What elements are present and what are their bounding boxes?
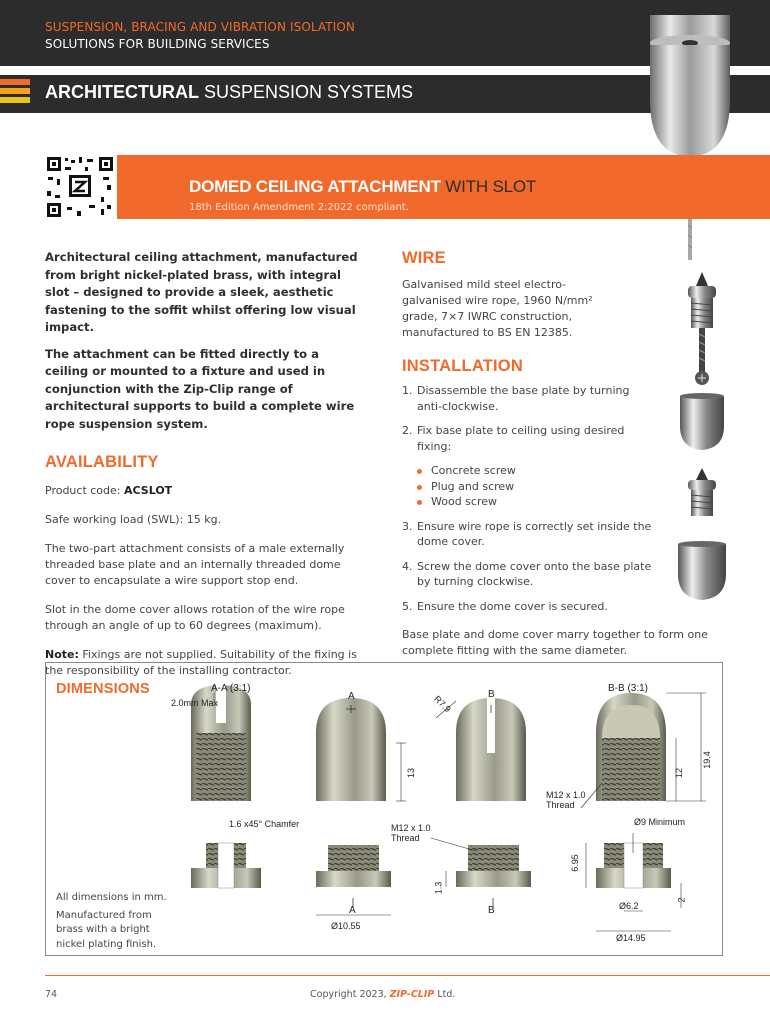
stripe-yellow	[0, 97, 30, 103]
left-column	[45, 249, 365, 679]
product-code-label: Product code:	[45, 484, 124, 497]
product-title-suffix: WITH SLOT	[440, 177, 537, 196]
product-title-main: DOMED CEILING ATTACHMENT	[189, 177, 441, 196]
section-title	[45, 82, 413, 103]
step-text: Ensure the dome cover is secured.	[417, 599, 608, 613]
step-number: 5.	[402, 599, 413, 613]
fixing-text: Plug and screw	[431, 479, 515, 493]
section-title-rest: SUSPENSION SYSTEMS	[198, 82, 414, 102]
section-bb-dome	[581, 693, 706, 808]
fixing-list	[417, 463, 652, 510]
product-code-value: ACSLOT	[124, 484, 173, 497]
availability-heading: AVAILABILITY	[45, 453, 159, 471]
copyright-suffix: Ltd.	[434, 989, 456, 1000]
installation-steps-continued	[402, 519, 652, 615]
chamfer-label: 1.6 x45° Chamfer	[229, 819, 300, 829]
base-side	[431, 838, 531, 908]
brand-logo-text: ZIP-CLIP	[389, 989, 435, 1000]
thread-spec: M12 x 1.0	[391, 823, 431, 833]
slot-width-label: 2.0mm Max	[171, 698, 219, 708]
height-12-label: 12	[674, 767, 685, 779]
availability-paragraph-1: The two-part attachment consists of a male externally threaded base plate and an internally threaded dome cover to encapsulate a wire support stop end.	[45, 542, 345, 587]
safe-working-load: Safe working load (SWL): 15 kg.	[45, 513, 222, 526]
section-bb-label: B-B (3:1)	[608, 683, 649, 694]
fixing-text: Wood screw	[431, 495, 497, 508]
radius-label: R7.9	[432, 693, 453, 715]
thread-spec: M12 x 1.0	[546, 790, 586, 800]
fixing-item	[417, 479, 652, 495]
height-2-label: 2	[676, 897, 687, 903]
section-b-marker-lower: B	[488, 905, 495, 916]
middle-column	[402, 249, 708, 658]
assembly-images	[672, 268, 732, 618]
diameter-10-55-label: Ø10.55	[331, 921, 361, 931]
step-item	[402, 519, 652, 550]
thread-label-bb	[546, 790, 586, 810]
step-item	[402, 383, 652, 414]
thread-label-base	[391, 823, 431, 843]
thread-word: Thread	[391, 833, 420, 843]
product-subtitle: 18th Edition Amendment 2:2022 compliant.	[189, 202, 409, 213]
fixing-item	[417, 463, 652, 479]
section-aa-label: A-A (3:1)	[211, 683, 251, 694]
height-13-label: 13	[406, 767, 417, 779]
intro-paragraph-2: The attachment can be fitted directly to a ceiling or mounted to a fixture and used in conjunction with the Zip-Clip range of architectural supports to build a complete wire rope suspension system.	[45, 346, 355, 431]
section-b-marker: B	[488, 689, 495, 700]
dimensions-box	[45, 662, 723, 956]
dimensions-heading: DIMENSIONS	[56, 681, 150, 697]
step-text: Ensure wire rope is correctly set inside the dome cover.	[417, 519, 652, 548]
installation-steps	[402, 383, 652, 454]
diameter-6-2-label: Ø6.2	[619, 901, 639, 911]
step-item	[402, 559, 652, 590]
section-a-marker-lower: A	[349, 905, 356, 916]
page-number: 74	[45, 989, 58, 1000]
min-diameter-label: Ø9 Minimum	[634, 817, 686, 827]
height-1-3-label: 1.3	[433, 881, 444, 895]
product-banner	[117, 155, 770, 219]
qr-code[interactable]	[45, 155, 115, 219]
wire-heading: WIRE	[402, 249, 446, 267]
step-number: 3.	[402, 519, 413, 533]
dome-side-view	[436, 698, 526, 801]
dimensions-material: Manufactured from brass with a bright nickel plating finish.	[56, 909, 157, 950]
thread-word: Thread	[546, 800, 575, 810]
copyright	[310, 989, 455, 1000]
base-plate-image	[688, 468, 716, 516]
dome-front-view	[316, 698, 406, 801]
intro-paragraph-1: Architectural ceiling attachment, manufactured from bright nickel-plated brass, with integral slot – designed to provide a sleek, aesthetic fastening to the soffit whilst offering low visual impact.	[45, 250, 358, 334]
diameter-14-95-label: Ø14.95	[616, 933, 646, 943]
availability-paragraph-2: Slot in the dome cover allows rotation of the wire rope through an angle of up to 60 degrees (maximum).	[45, 603, 345, 632]
stripe-amber	[0, 88, 30, 94]
step-text: Screw the dome cover onto the base plate by turning clockwise.	[417, 559, 652, 588]
step-text: Disassemble the base plate by turning anti-clockwise.	[417, 384, 630, 413]
header-line-2: SOLUTIONS FOR BUILDING SERVICES	[45, 37, 270, 51]
bullet-icon	[417, 500, 422, 505]
dome-cover-image-2	[678, 541, 726, 600]
step-item	[402, 599, 652, 615]
note-label: Note:	[45, 648, 79, 661]
copyright-prefix: Copyright 2023,	[310, 989, 390, 1000]
base-aa	[191, 843, 261, 888]
screw-assembly-image	[688, 272, 716, 385]
section-bb-base	[586, 833, 681, 931]
height-6-95-label: 6.95	[569, 854, 580, 872]
footer-divider	[45, 975, 770, 976]
installation-closing: Base plate and dome cover marry together to form one complete fitting with the same diameter.	[402, 628, 708, 657]
stripe-orange	[0, 79, 30, 85]
section-a-marker: A	[348, 691, 355, 702]
product-title	[189, 177, 536, 197]
installation-heading: INSTALLATION	[402, 357, 523, 375]
step-number: 2.	[402, 424, 413, 437]
bullet-icon	[417, 469, 422, 474]
dimension-drawings	[46, 663, 722, 955]
fixing-item	[417, 494, 652, 510]
section-title-bold: ARCHITECTURAL	[45, 82, 199, 102]
step-number: 1.	[402, 384, 413, 397]
step-item	[402, 423, 652, 454]
accent-stripes	[0, 79, 30, 106]
step-text: Fix base plate to ceiling using desired fixing:	[417, 424, 625, 453]
fixing-text: Concrete screw	[431, 464, 516, 477]
dimensions-units: All dimensions in mm.	[56, 892, 167, 903]
product-code	[45, 483, 365, 499]
hero-product-image	[650, 15, 750, 260]
note-text: Fixings are not supplied. Suitability of the fixing is the responsibility of the installing contractor.	[45, 648, 357, 677]
step-number: 4.	[402, 559, 413, 573]
wire-text: Galvanised mild steel electro-galvanised wire rope, 1960 N/mm² grade, 7×7 IWRC construction, manufactured to BS EN 12385.	[402, 278, 593, 339]
height-19-4-label: 19.4	[701, 751, 712, 769]
header-line-1: SUSPENSION, BRACING AND VIBRATION ISOLATION	[45, 20, 355, 34]
dome-cover-image-1	[680, 393, 724, 450]
bullet-icon	[417, 485, 422, 490]
